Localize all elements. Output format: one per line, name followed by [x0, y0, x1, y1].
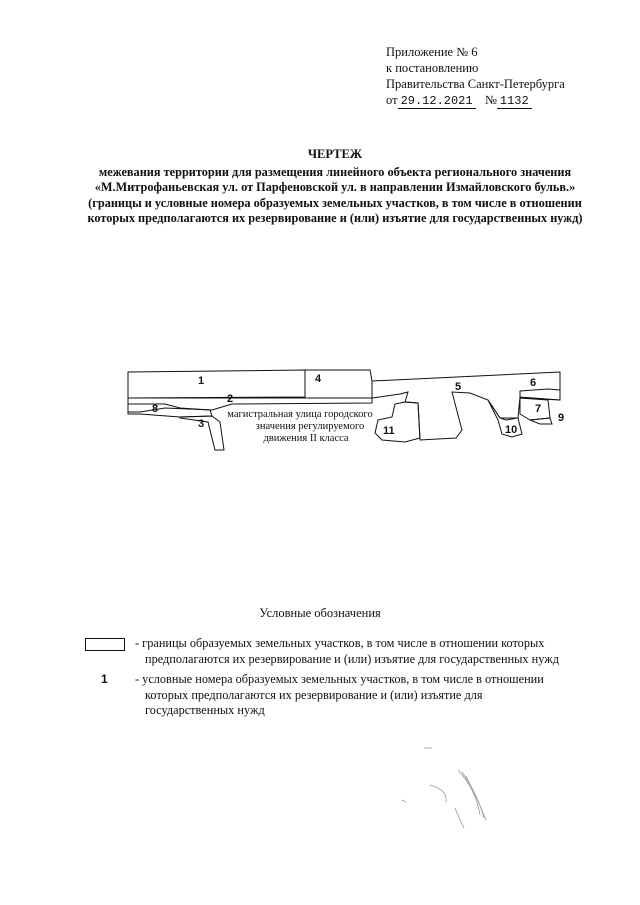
- legend-title: Условные обозначения: [259, 606, 381, 620]
- plot-label-5: 5: [455, 381, 462, 393]
- title-line-4: которых предполагаются их резервирование и (или) изъятие для государственных нужд): [87, 211, 583, 225]
- legend-numbers-line-1: - условные номера образуемых земельных участков, в том числе в отношении: [135, 672, 544, 686]
- plot-label-7: 7: [535, 403, 542, 415]
- title-line-2: «М.Митрофаньевская ул. от Парфеновской ул. в направлении Измайловского бульв.»: [94, 180, 576, 194]
- appendix-decree: к постановлению: [386, 61, 479, 75]
- date-prefix: от: [386, 93, 398, 107]
- plot-9-boundary: [530, 418, 552, 424]
- legend-boundaries-line-1: - границы образуемых земельных участков, в том числе в отношении которых: [135, 636, 545, 650]
- legend-boundaries-text: [135, 636, 635, 667]
- title-line-1: межевания территории для размещения линейного объекта регионального значения: [98, 164, 572, 179]
- street-label-line-3: движения II класса: [263, 433, 349, 444]
- plot-8-boundary: [128, 404, 212, 417]
- appendix-number: Приложение № 6: [386, 45, 478, 59]
- plot-label-11: 11: [383, 425, 395, 437]
- plot-label-8: 8: [152, 403, 159, 415]
- plot-label-10: 10: [505, 424, 518, 436]
- number-prefix: №: [484, 93, 497, 107]
- plot-11-boundary: [375, 402, 420, 442]
- title-line-3: (границы и условные номера образуемых земельных участков, в том числе в отношении: [88, 195, 582, 210]
- title-heading: ЧЕРТЕЖ: [307, 147, 363, 161]
- decree-number: 1132: [497, 94, 532, 109]
- plot-label-9: 9: [558, 412, 565, 424]
- number-symbol: 1: [101, 672, 108, 686]
- decree-date: 29.12.2021: [398, 94, 476, 109]
- plot-label-1: 1: [198, 375, 205, 387]
- plot-label-4: 4: [315, 373, 322, 385]
- legend-numbers-text: [135, 672, 635, 719]
- signature-stamp-mark: [402, 748, 486, 828]
- plot-label-3: 3: [198, 418, 205, 430]
- legend-numbers-line-2: которых предполагаются их резервирование и (или) изъятие для: [145, 687, 483, 702]
- plot-label-6: 6: [530, 377, 537, 389]
- plot-label-2: 2: [227, 393, 234, 405]
- boundary-symbol: [85, 638, 125, 651]
- appendix-authority: Правительства Санкт-Петербурга: [386, 77, 565, 91]
- legend-boundaries-line-2: предполагаются их резервирование и (или) изъятие для государственных нужд: [145, 651, 559, 666]
- legend-numbers-line-3: государственных нужд: [145, 703, 265, 717]
- street-label: [227, 409, 372, 444]
- street-label-line-2: значения регулируемого: [255, 421, 365, 432]
- street-label-line-1: магистральная улица городского: [227, 409, 373, 420]
- plot-1-boundary: [128, 370, 305, 398]
